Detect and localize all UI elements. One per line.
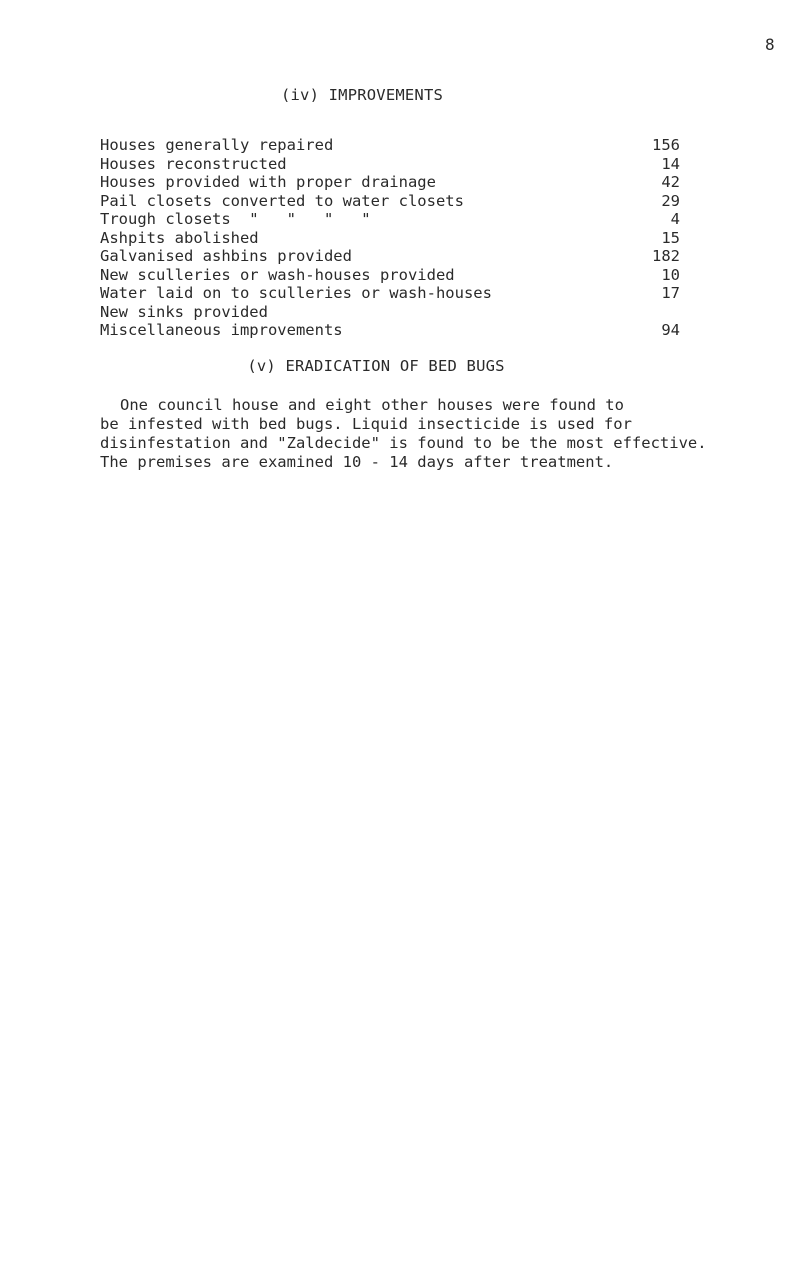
improvement-count: 10 bbox=[661, 265, 680, 284]
list-item bbox=[100, 303, 680, 322]
improvement-count: 15 bbox=[661, 228, 680, 247]
improvement-count: 94 bbox=[661, 321, 680, 339]
improvement-label: Water laid on to sculleries or wash-houses bbox=[100, 284, 492, 302]
improvement-count bbox=[640, 303, 680, 322]
page-number: 8 bbox=[765, 35, 775, 54]
improvement-label: Trough closets " " " " bbox=[100, 210, 371, 228]
list-item bbox=[100, 173, 680, 192]
improvements-list bbox=[100, 136, 680, 340]
improvement-label: Houses generally repaired bbox=[100, 136, 334, 154]
improvement-label: Galvanised ashbins provided bbox=[100, 247, 352, 265]
improvement-label: Ashpits abolished bbox=[100, 228, 259, 247]
section-heading-bed-bugs: (v) ERADICATION OF BED BUGS bbox=[247, 357, 505, 375]
paragraph-line: disinfestation and "Zaldecide" is found to be the most effective. bbox=[100, 434, 707, 452]
list-item bbox=[100, 136, 680, 155]
improvement-count: 29 bbox=[661, 191, 680, 210]
improvement-count: 4 bbox=[670, 210, 680, 228]
list-item bbox=[100, 321, 680, 340]
paragraph-line: The premises are examined 10 - 14 days after treatment. bbox=[100, 453, 614, 471]
bed-bugs-paragraph bbox=[100, 396, 795, 472]
section-heading-improvements: (iv) IMPROVEMENTS bbox=[280, 86, 444, 104]
improvement-label: New sculleries or wash-houses provided bbox=[100, 265, 455, 284]
improvement-label: Miscellaneous improvements bbox=[100, 321, 343, 339]
improvement-count: 14 bbox=[661, 154, 680, 173]
list-item bbox=[100, 192, 680, 211]
improvement-count: 182 bbox=[652, 247, 680, 265]
improvement-count: 42 bbox=[661, 173, 680, 191]
improvement-label: Pail closets converted to water closets bbox=[100, 191, 464, 210]
paragraph-line: One council house and eight other houses were found to bbox=[120, 396, 624, 414]
list-item bbox=[100, 155, 680, 174]
list-item bbox=[100, 247, 680, 266]
improvement-label: New sinks provided bbox=[100, 302, 268, 321]
paragraph-line: be infested with bed bugs. Liquid insecticide is used for bbox=[100, 415, 632, 433]
list-item bbox=[100, 210, 680, 229]
improvement-count: 17 bbox=[661, 284, 680, 302]
list-item bbox=[100, 229, 680, 248]
improvement-label: Houses reconstructed bbox=[100, 154, 287, 173]
list-item bbox=[100, 284, 680, 303]
improvement-label: Houses provided with proper drainage bbox=[100, 173, 436, 191]
list-item bbox=[100, 266, 680, 285]
improvement-count: 156 bbox=[652, 136, 680, 154]
